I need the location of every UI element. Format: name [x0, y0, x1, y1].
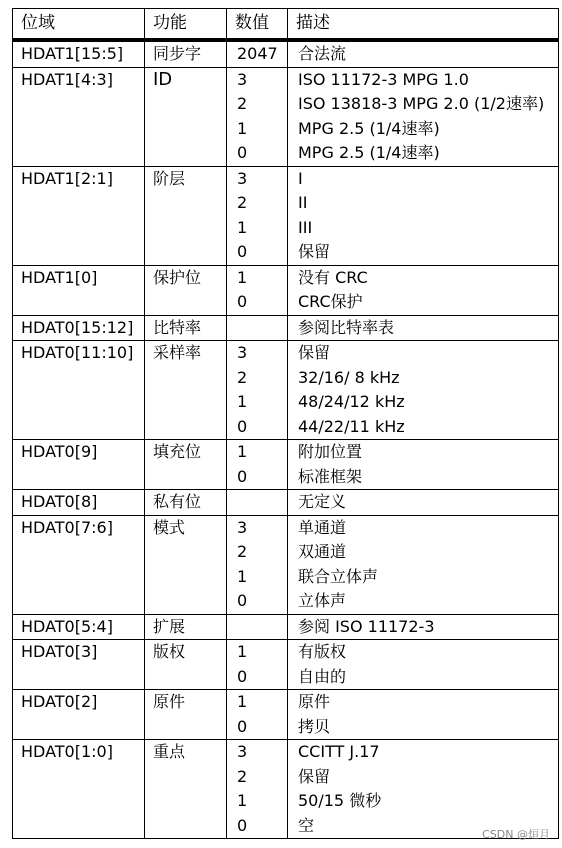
table-body [13, 40, 559, 839]
bitfield-cell [13, 315, 145, 341]
value-text: 0 [237, 292, 248, 311]
description-cell [288, 614, 559, 640]
description-text: III [298, 217, 313, 237]
value-text: 1 [237, 217, 248, 237]
description-cell [288, 40, 559, 67]
bitfield-text: HDAT0[7:6] [21, 517, 113, 537]
mpeg-header-table [12, 8, 559, 839]
bitfield-cell [13, 490, 145, 516]
function-cell [145, 265, 227, 315]
bitfield-cell [13, 515, 145, 614]
header-function: 功能 [145, 9, 227, 41]
table-row [13, 490, 559, 516]
value-text: 1 [237, 791, 248, 810]
value-cell [227, 67, 288, 166]
value-cell [227, 614, 288, 640]
description-text: 拷贝 [298, 716, 331, 736]
bitfield-text: HDAT0[11:10] [21, 343, 134, 362]
description-text: I [298, 168, 303, 188]
value-cell [227, 166, 288, 265]
description-text: 空 [298, 815, 315, 835]
value-text: 3 [237, 517, 248, 537]
description-text: 参阅 ISO 11172-3 [298, 616, 435, 636]
function-text: 原件 [153, 692, 186, 711]
function-text: 保护位 [153, 267, 202, 287]
watermark: CSDN @烜月 [482, 828, 550, 841]
description-text: 无定义 [298, 492, 347, 511]
header-bitfield: 位域 [13, 9, 145, 41]
value-cell [227, 490, 288, 516]
description-cell [288, 166, 559, 265]
description-text: MPG 2.5 (1/4速率) [298, 118, 440, 138]
function-text: 阶层 [153, 168, 186, 188]
function-text: 同步字 [153, 44, 202, 63]
bitfield-text: HDAT1[2:1] [21, 168, 113, 188]
value-cell [227, 315, 288, 341]
description-text: 保留 [298, 766, 331, 786]
function-cell [145, 490, 227, 516]
bitfield-text: HDAT0[8] [21, 492, 98, 511]
description-text: 双通道 [298, 542, 347, 561]
bitfield-text: HDAT0[9] [21, 442, 98, 461]
bitfield-cell [13, 40, 145, 67]
description-text: 立体声 [298, 591, 347, 610]
value-text: 1 [237, 642, 248, 661]
value-text: 2 [237, 94, 248, 113]
description-text: II [298, 193, 308, 212]
value-text: 0 [237, 815, 248, 835]
function-text: 采样率 [153, 343, 202, 362]
value-text: 0 [237, 716, 248, 736]
table-row [13, 341, 559, 440]
table-row [13, 515, 559, 614]
description-cell [288, 265, 559, 315]
function-cell [145, 614, 227, 640]
description-text: 没有 CRC [298, 267, 368, 287]
value-text: 3 [237, 168, 248, 188]
value-text: 1 [237, 692, 248, 711]
bitfield-cell [13, 341, 145, 440]
description-text: 48/24/12 kHz [298, 392, 405, 411]
table-row [13, 315, 559, 341]
function-text: 重点 [153, 742, 186, 761]
bitfield-text: HDAT0[2] [21, 692, 98, 711]
value-text [237, 316, 287, 341]
description-text: CCITT J.17 [298, 742, 380, 761]
description-cell [288, 67, 559, 166]
function-cell [145, 315, 227, 341]
function-cell [145, 515, 227, 614]
bitfield-text: HDAT1[0] [21, 267, 98, 287]
value-text: 0 [237, 143, 248, 162]
value-text [237, 490, 287, 515]
function-text: 扩展 [153, 616, 186, 636]
bitfield-cell [13, 740, 145, 839]
description-cell [288, 640, 559, 690]
function-cell [145, 40, 227, 67]
header-value: 数值 [227, 9, 288, 41]
table-row [13, 640, 559, 690]
table-row [13, 265, 559, 315]
value-text [237, 615, 287, 640]
value-text: 3 [237, 69, 248, 89]
value-cell [227, 690, 288, 740]
value-text: 1 [237, 442, 248, 461]
value-text: 2 [237, 367, 248, 387]
description-text: 50/15 微秒 [298, 791, 382, 810]
bitfield-cell [13, 166, 145, 265]
function-cell [145, 690, 227, 740]
description-cell [288, 341, 559, 440]
function-text: ID [153, 68, 173, 90]
description-text: ISO 13818-3 MPG 2.0 (1/2速率) [298, 94, 545, 113]
bitfield-text: HDAT0[3] [21, 642, 98, 661]
value-text: 1 [237, 267, 248, 287]
bitfield-cell [13, 614, 145, 640]
description-cell [288, 740, 559, 839]
bitfield-text: HDAT0[5:4] [21, 616, 113, 636]
value-text: 1 [237, 118, 248, 138]
bitfield-text: HDAT1[15:5] [21, 44, 124, 63]
function-text: 模式 [153, 517, 186, 537]
table-row [13, 166, 559, 265]
description-text: 保留 [298, 242, 331, 261]
function-cell [145, 166, 227, 265]
function-text: 填充位 [153, 442, 202, 461]
description-text: 联合立体声 [298, 566, 379, 586]
description-text: 合法流 [298, 44, 347, 63]
table-row [13, 614, 559, 640]
table-row [13, 40, 559, 67]
value-cell [227, 40, 288, 67]
function-cell [145, 640, 227, 690]
header-description: 描述 [288, 9, 559, 41]
function-text: 私有位 [153, 492, 202, 511]
table-row [13, 690, 559, 740]
bitfield-cell [13, 265, 145, 315]
value-cell [227, 515, 288, 614]
value-text: 1 [237, 566, 248, 586]
value-text: 0 [237, 666, 248, 686]
bitfield-cell [13, 690, 145, 740]
description-cell [288, 440, 559, 490]
bitfield-text: HDAT0[15:12] [21, 317, 134, 337]
description-cell [288, 315, 559, 341]
description-text: MPG 2.5 (1/4速率) [298, 143, 440, 162]
bitfield-cell [13, 440, 145, 490]
function-cell [145, 440, 227, 490]
value-text: 2 [237, 766, 248, 786]
bitfield-text: HDAT0[1:0] [21, 742, 113, 761]
value-text: 0 [237, 416, 248, 436]
description-text: 保留 [298, 343, 331, 362]
description-cell [288, 515, 559, 614]
description-text: 单通道 [298, 517, 347, 537]
function-cell [145, 341, 227, 440]
table-header-row [13, 9, 559, 41]
description-text: 44/22/11 kHz [298, 416, 405, 436]
description-text: ISO 11172-3 MPG 1.0 [298, 69, 469, 89]
bitfield-cell [13, 640, 145, 690]
value-text: 0 [237, 242, 248, 261]
description-text: 参阅比特率表 [298, 317, 395, 337]
bitfield-text: HDAT1[4:3] [21, 69, 113, 89]
value-text: 3 [237, 742, 248, 761]
table-row [13, 67, 559, 166]
value-text: 1 [237, 392, 248, 411]
value-cell [227, 341, 288, 440]
value-text: 2047 [237, 44, 278, 63]
description-text: 标准框架 [298, 466, 363, 486]
description-text: 自由的 [298, 666, 347, 686]
value-cell [227, 640, 288, 690]
function-cell [145, 740, 227, 839]
function-cell [145, 67, 227, 166]
value-cell [227, 440, 288, 490]
table-row [13, 740, 559, 839]
value-text: 3 [237, 343, 248, 362]
bitfield-cell [13, 67, 145, 166]
function-text: 版权 [153, 642, 186, 661]
description-text: CRC保护 [298, 292, 363, 311]
value-text: 0 [237, 591, 248, 610]
description-cell [288, 690, 559, 740]
function-text: 比特率 [153, 317, 202, 337]
table-row [13, 440, 559, 490]
description-text: 有版权 [298, 642, 347, 661]
value-text: 0 [237, 466, 248, 486]
value-text: 2 [237, 542, 248, 561]
description-text: 32/16/ 8 kHz [298, 367, 400, 387]
value-text: 2 [237, 193, 248, 212]
value-cell [227, 265, 288, 315]
value-cell [227, 740, 288, 839]
description-cell [288, 490, 559, 516]
description-text: 原件 [298, 692, 331, 711]
description-text: 附加位置 [298, 442, 363, 461]
